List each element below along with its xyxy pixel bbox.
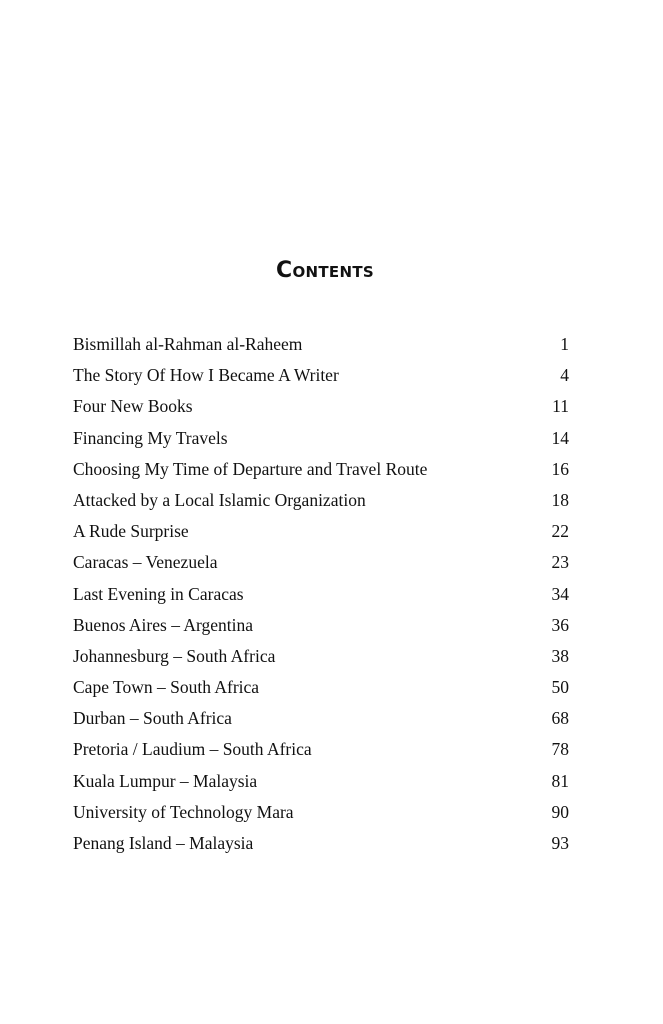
toc-entry-title: The Story Of How I Became A Writer	[73, 365, 339, 386]
table-of-contents	[73, 331, 569, 861]
toc-entry[interactable]	[73, 487, 569, 518]
toc-entry-title: Durban – South Africa	[73, 708, 232, 729]
toc-entry-page-number: 18	[551, 489, 569, 510]
toc-entry-title: Penang Island – Malaysia	[73, 833, 254, 853]
toc-entry-page-number: 93	[551, 833, 569, 853]
toc-entry[interactable]	[73, 674, 569, 705]
toc-entry-title: Buenos Aires – Argentina	[73, 614, 254, 635]
toc-entry[interactable]	[73, 549, 569, 580]
toc-entry-page-number: 50	[551, 677, 569, 698]
toc-entry-title: Choosing My Time of Departure and Travel Route	[73, 458, 428, 479]
toc-entry-title: Four New Books	[73, 396, 193, 417]
toc-entry-page-number: 11	[552, 396, 569, 417]
toc-entry-title: Financing My Travels	[73, 427, 228, 448]
toc-entry-page-number: 90	[551, 801, 569, 822]
toc-entry[interactable]	[73, 612, 569, 643]
toc-entry-title: Last Evening in Caracas	[73, 583, 244, 604]
toc-entry[interactable]	[73, 705, 569, 736]
toc-entry[interactable]	[73, 456, 569, 487]
toc-entry[interactable]	[73, 736, 569, 767]
toc-entry-page-number: 34	[551, 583, 569, 604]
toc-entry-title: University of Technology Mara	[73, 801, 294, 822]
toc-entry-page-number: 14	[551, 427, 569, 448]
toc-entry-page-number: 36	[551, 614, 569, 635]
toc-entry-title: Cape Town – South Africa	[73, 677, 260, 698]
toc-entry[interactable]	[73, 581, 569, 612]
toc-entry[interactable]	[73, 518, 569, 549]
toc-entry-title: A Rude Surprise	[73, 521, 189, 542]
toc-entry-page-number: 38	[551, 645, 569, 666]
toc-entry-page-number: 78	[551, 739, 569, 760]
toc-entry-page-number: 68	[551, 708, 569, 729]
toc-entry-page-number: 1	[560, 334, 569, 354]
toc-entry-page-number: 16	[551, 458, 569, 479]
toc-entry[interactable]	[73, 362, 569, 393]
toc-entry-page-number: 23	[551, 552, 569, 573]
toc-entry[interactable]	[73, 643, 569, 674]
toc-entry[interactable]	[73, 799, 569, 830]
toc-entry[interactable]	[73, 331, 569, 362]
toc-entry[interactable]	[73, 393, 569, 424]
page-title: Contents	[276, 258, 374, 283]
toc-entry[interactable]	[73, 830, 569, 861]
toc-entry-title: Bismillah al-Rahman al-Raheem	[73, 334, 303, 354]
toc-entry[interactable]	[73, 768, 569, 799]
toc-entry-title: Johannesburg – South Africa	[73, 645, 276, 666]
toc-entry-title: Kuala Lumpur – Malaysia	[73, 770, 258, 791]
toc-entry-page-number: 22	[551, 521, 569, 542]
toc-entry-title: Attacked by a Local Islamic Organization	[73, 489, 366, 510]
toc-entry-title: Pretoria / Laudium – South Africa	[73, 739, 312, 760]
toc-entry-title: Caracas – Venezuela	[73, 552, 218, 573]
toc-entry-page-number: 81	[551, 770, 569, 791]
toc-entry-page-number: 4	[560, 365, 569, 386]
toc-entry[interactable]	[73, 425, 569, 456]
